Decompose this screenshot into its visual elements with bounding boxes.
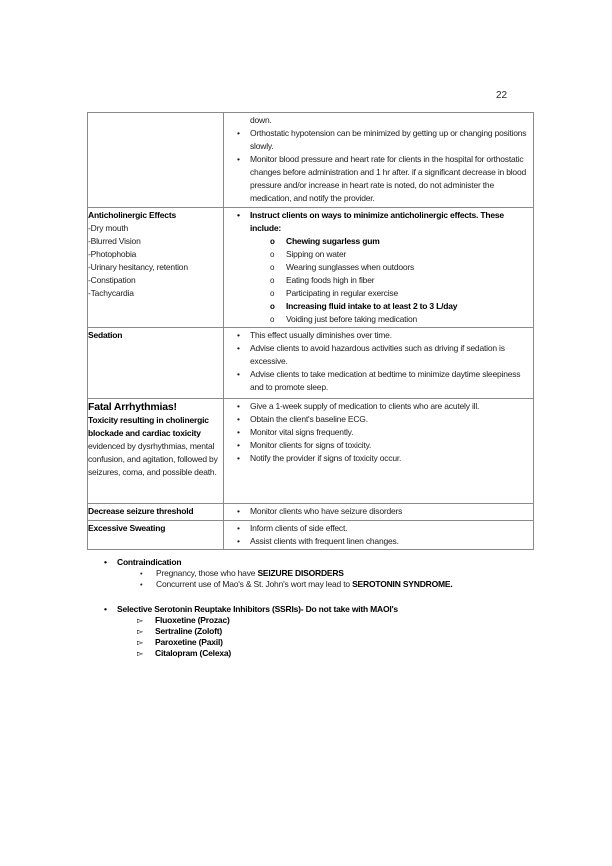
effect-title: Sedation (88, 330, 123, 340)
bullet-item: • This effect usually diminishes over time. (224, 329, 530, 342)
bullet-item: • Advise clients to avoid hazardous activities such as driving if sedation is excessive. (224, 342, 530, 368)
ssri-heading: • Selective Serotonin Reuptake Inhibitors (SSRIs)- Do not take with MAOI's (87, 604, 534, 615)
effect-title: Anticholinergic Effects (88, 210, 176, 220)
sub-bullet-item: o Eating foods high in fiber (224, 274, 530, 287)
spacer (87, 591, 534, 604)
ssri-drug-item: ▻ Sertraline (Zoloft) (87, 626, 534, 637)
intervention-cell-sedation (224, 328, 534, 399)
bullet-item: • Notify the provider if signs of toxicity occur. (224, 452, 530, 465)
effect-detail: -Tachycardia (88, 288, 134, 298)
effect-cell-seizure-threshold (88, 504, 224, 521)
table-row-sedation (88, 328, 534, 399)
contraindication-item-text: Concurrent use of Mao's & St. John's wort may lead to (156, 579, 353, 590)
contraindication-item-text: Pregnancy, those who have (156, 568, 258, 579)
bullet-item: • Give a 1-week supply of medication to clients who are acutely ill. (224, 400, 530, 413)
effect-cell-excessive-sweating (88, 521, 224, 550)
effect-cell-anticholinergic (88, 208, 224, 328)
bullet-item: • Monitor clients who have seizure disorders (224, 505, 530, 518)
sub-bullet-item: o Increasing fluid intake to at least 2 to 3 L/day (224, 300, 530, 313)
effect-detail: -Dry mouth (88, 223, 129, 233)
intervention-cell-seizure-threshold (224, 504, 534, 521)
bullet-item: • Inform clients of side effect. (224, 522, 530, 535)
effect-title: Excessive Sweating (88, 523, 166, 533)
intervention-cell-fatal-arrhythmias (224, 399, 534, 504)
bullet-item: • Advise clients to take medication at bedtime to minimize daytime sleepiness and to promote sleep. (224, 368, 530, 394)
effect-detail: -Blurred Vision (88, 236, 141, 246)
effect-detail-bold: Toxicity resulting in cholinergic blockade and cardiac toxicity (88, 415, 209, 438)
effect-title: Fatal Arrhythmias! (88, 401, 177, 413)
intervention-cell-orthostatic (224, 113, 534, 208)
bullet-item: • Monitor blood pressure and heart rate for clients in the hospital for orthostatic changes before administration and 1 hr after. if a significant decrease in blood pressure and/or increase in heart rate is noted, do not administer the medication, and notify the provider. (224, 153, 530, 205)
effect-detail: -Urinary hesitancy, retention (88, 262, 188, 272)
sub-bullet-item: o Chewing sugarless gum (224, 235, 530, 248)
effect-detail-rest: evidenced by dysrhythmias, mental confusion, and agitation, followed by seizures, coma, and possible death. (88, 441, 218, 477)
sub-bullet-item: o Participating in regular exercise (224, 287, 530, 300)
notes-section (87, 557, 534, 660)
bullet-item: • Instruct clients on ways to minimize anticholinergic effects. These include: (224, 209, 530, 235)
bullet-item: • Monitor clients for signs of toxicity. (224, 439, 530, 452)
bullet-item: • Assist clients with frequent linen changes. (224, 535, 530, 548)
bullet-item: • Obtain the client's baseline ECG. (224, 413, 530, 426)
effect-cell-empty (88, 113, 224, 208)
effect-detail: -Photophobia (88, 249, 137, 259)
side-effects-table (87, 112, 534, 550)
effect-cell-sedation (88, 328, 224, 399)
bullet-item: • Monitor vital signs frequently. (224, 426, 530, 439)
sub-bullet-item: o Sipping on water (224, 248, 530, 261)
ssri-drug-item: ▻ Citalopram (Celexa) (87, 648, 534, 659)
table-row-orthostatic (88, 113, 534, 208)
continuation-text: down. (250, 115, 272, 125)
ssri-drug-item: ▻ Fluoxetine (Prozac) (87, 615, 534, 626)
table-row-anticholinergic (88, 208, 534, 328)
table-row-fatal-arrhythmias (88, 399, 534, 504)
table-row-seizure-threshold (88, 504, 534, 521)
effect-cell-fatal-arrhythmias (88, 399, 224, 504)
table-row-excessive-sweating (88, 521, 534, 550)
page-number: 22 (496, 90, 508, 101)
ssri-drug-item: ▻ Paroxetine (Paxil) (87, 637, 534, 648)
intervention-cell-anticholinergic (224, 208, 534, 328)
sub-bullet-item: o Wearing sunglasses when outdoors (224, 261, 530, 274)
contraindication-item (87, 579, 534, 590)
bullet-item: • Orthostatic hypotension can be minimized by getting up or changing positions slowly. (224, 127, 530, 153)
effect-detail (88, 414, 220, 479)
sub-bullet-item: o Voiding just before taking medication (224, 313, 530, 326)
intervention-cell-excessive-sweating (224, 521, 534, 550)
contraindication-item (87, 568, 534, 579)
contraindication-item-emphasis: SEROTONIN SYNDROME. (352, 579, 453, 590)
contraindication-item-emphasis: SEIZURE DISORDERS (257, 568, 344, 579)
effect-detail: -Constipation (88, 275, 136, 285)
effect-title: Decrease seizure threshold (88, 506, 194, 516)
document-content (87, 112, 534, 660)
contraindication-heading: • Contraindication (87, 557, 534, 568)
